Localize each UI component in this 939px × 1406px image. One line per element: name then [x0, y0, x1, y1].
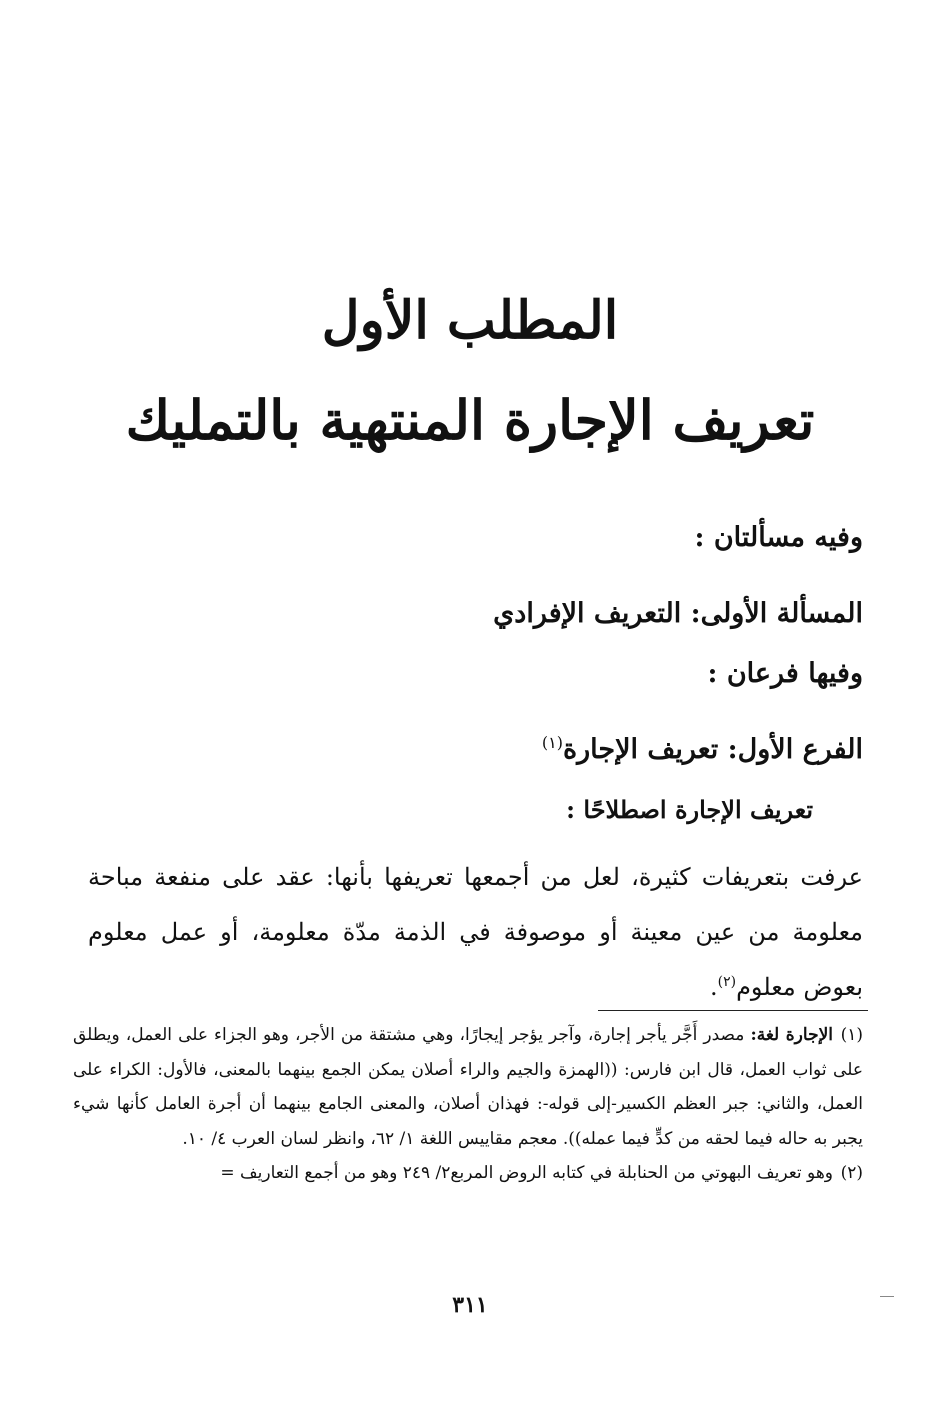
body-paragraph: [88, 850, 863, 1015]
scan-mark: [880, 1296, 894, 1297]
footnote-separator: [598, 1010, 868, 1011]
chapter-subtitle: تعريف الإجارة المنتهية بالتمليك: [125, 388, 815, 452]
footnote-2-text: وهو تعريف البهوتي من الحنابلة في كتابه الروض المربع٢/ ٢٤٩ وهو من أجمع التعاريف =: [220, 1163, 833, 1183]
footnotes: [73, 1018, 863, 1191]
footnote-1-text: مصدر أَجَّر يأجر إجارة، وآجر يؤجر إيجارًا، وهي مشتقة من الأجر، وهو الجزاء على العمل، ويطلق على ثواب العمل، قال ابن فارس: ((الهمزة والجيم والراء أصلان يمكن الجمع بينهما بالمعنى، فالأول: الكراء على العمل، والثاني: جبر العظم الكسير-إلى قوله-: فهذان أصلان، والمعنى الجامع بينهما أن أجرة العامل كأنها شيء يجبر به حاله فيما لحقه من كدٍّ فيما عمله)). معجم مقاييس اللغة ١/ ٦٢، وانظر لسان العرب ٤/ ١٠.: [73, 1025, 863, 1149]
body-end: .: [709, 973, 718, 1001]
branches-heading: وفيها فرعان :: [707, 658, 863, 689]
footnote-ref-2[interactable]: (٢): [717, 974, 737, 990]
footnote-2: [73, 1156, 863, 1191]
footnote-1: [73, 1018, 863, 1156]
branch-one-label: الفرع الأول: تعريف الإجارة: [562, 734, 863, 765]
page-number: ٣١١: [452, 1292, 488, 1318]
footnote-2-number: (٢): [840, 1163, 863, 1183]
body-text: عرفت بتعريفات كثيرة، لعل من أجمعها تعريفها بأنها: عقد على منفعة مباحة معلومة من عين معينة أو موصوفة في الذمة مدّة معلومة، أو عمل معلوم بعوض معلوم: [88, 863, 864, 1001]
footnote-1-number: (١): [840, 1025, 864, 1045]
intro-heading: وفيه مسألتان :: [694, 522, 863, 553]
definition-heading: تعريف الإجارة اصطلاحًا :: [566, 795, 813, 824]
issue-heading: المسألة الأولى: التعريف الإفرادي: [493, 598, 863, 629]
chapter-title: المطلب الأول: [321, 290, 619, 351]
footnote-ref-1[interactable]: (١): [541, 733, 563, 752]
branch-one-heading: [83, 732, 863, 767]
footnote-1-term: الإجارة لغة:: [750, 1025, 834, 1045]
